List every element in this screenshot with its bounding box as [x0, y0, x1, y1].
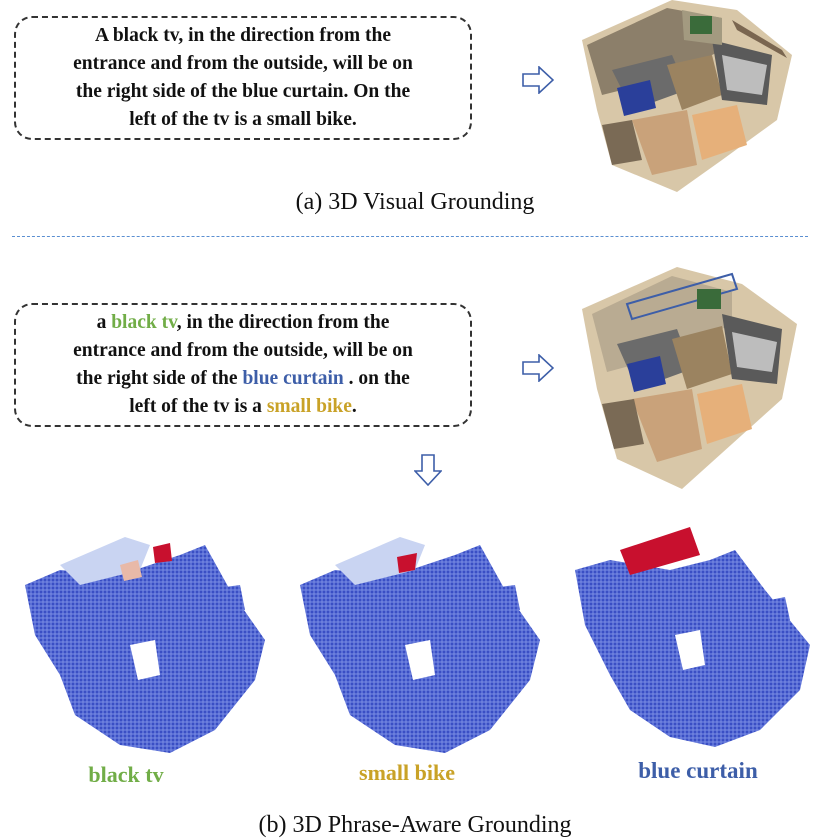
scene-3d-image-b [572, 264, 802, 494]
query-text: left of the tv is a [129, 396, 267, 417]
label-blue-curtain: blue curtain [638, 758, 758, 783]
query-text-b [73, 309, 413, 421]
query-line: entrance and from the outside, will be on [73, 53, 413, 74]
query-line: A black tv, in the direction from the [94, 25, 392, 46]
label-small-bike: small bike [359, 760, 455, 785]
query-text: , in the direction from the [176, 312, 390, 333]
scene-3d-image-a [572, 0, 802, 195]
caption-a: (a) 3D Visual Grounding [295, 189, 535, 215]
down-arrow-icon [414, 454, 442, 486]
point-cloud-blue-curtain [570, 515, 820, 760]
query-textbox-b [14, 303, 472, 427]
query-textbox-a [14, 16, 472, 140]
label-black-tv: black tv [88, 762, 164, 787]
query-line [73, 309, 413, 337]
right-arrow-icon [522, 354, 554, 382]
right-arrow-icon [522, 66, 554, 94]
caption-b: (b) 3D Phrase-Aware Grounding [258, 812, 572, 838]
query-line [73, 365, 413, 393]
query-line: entrance and from the outside, will be on [73, 340, 413, 361]
phrase-black-tv: black tv [111, 312, 177, 333]
point-cloud-black-tv [20, 515, 270, 760]
query-text: a [96, 312, 112, 333]
section-divider [12, 236, 808, 237]
point-cloud-small-bike [295, 515, 545, 760]
query-text-a [73, 22, 413, 134]
query-line: left of the tv is a small bike. [129, 109, 357, 130]
query-line [73, 393, 413, 421]
query-text: . on the [343, 368, 410, 389]
query-text: the right side of the [76, 368, 243, 389]
phrase-small-bike: small bike [266, 396, 352, 417]
phrase-blue-curtain: blue curtain [242, 368, 344, 389]
query-text: . [351, 396, 357, 417]
query-line: the right side of the blue curtain. On the [75, 81, 411, 102]
